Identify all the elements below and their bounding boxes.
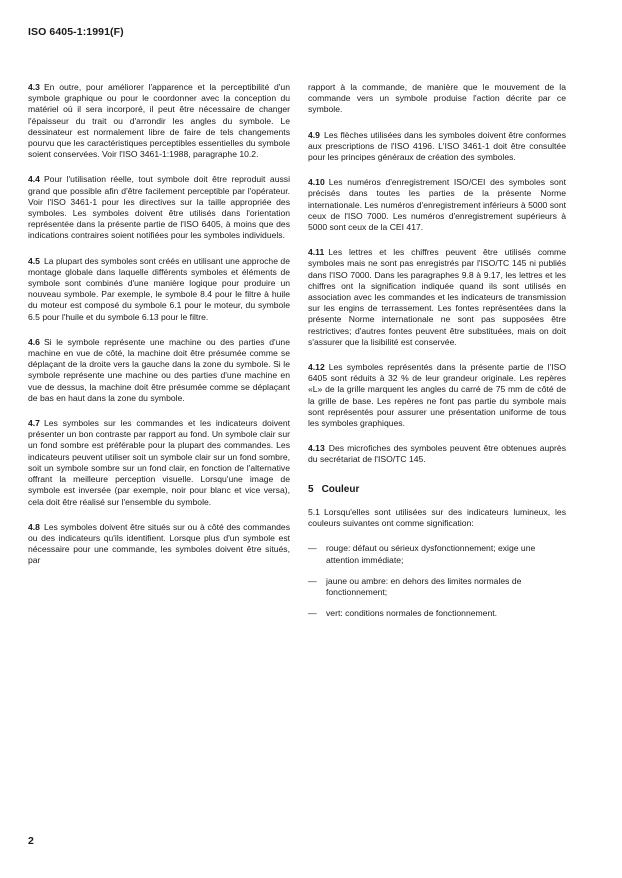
paragraph-number: 5.1 <box>308 506 320 517</box>
paragraph-4-9 <box>308 130 566 164</box>
paragraph-4-13 <box>308 443 566 465</box>
paragraph-text: Les lettres et les chiffres peuvent être utilisés comme symboles mais ne sont pas enregistrés par l'ISO/TC 145 ni publiés dans l'ISO 7000. Dans les paragraphes 9.8 à 9.17, les lettres et les chiffres ont la signification indiquée quand ils sont utilisés en association avec les commandes et les indicateurs de transmission sur les engins de terrassement. Les fontes représentées dans la présente Norme internationale ne sont pas supposées être restrictives; d'autres fontes peuvent être substituées, mais on doit s'assurer que la lisibilité est conservée. <box>308 247 566 347</box>
paragraph-text: En outre, pour améliorer l'apparence et la perceptibilité d'un symbole graphique ou pour le coordonner avec la conception du matériel où il sera incorporé, il peut être nécessaire de changer l'épaisseur du trait ou d'arrondir les angles du symbole. Le dessinateur est normalement libre de faire de tels changements pourvu que les caractéristiques perceptibles essentielles du symbole soient conservées. Voir l'ISO 3461-1:1988, paragraphe 10.2. <box>28 82 290 160</box>
list-item <box>308 543 566 565</box>
paragraph-4-12 <box>308 362 566 429</box>
paragraph-number: 4.4 <box>28 174 40 185</box>
paragraph-4-7 <box>28 418 290 508</box>
paragraph-number: 4.5 <box>28 255 40 266</box>
paragraph-number: 4.8 <box>28 521 40 532</box>
paragraph-4-3 <box>28 82 290 160</box>
paragraph-continuation: rapport à la commande, de manière que le mouvement de la commande vers un symbole produise l'action décrite par ce symbole. <box>308 82 566 115</box>
paragraph-text: Si le symbole représente une machine ou des parties d'une machine en vue de côté, la machine doit être présumée comme se déplaçant de la droite vers la gauche dans la zone du symbole. Si le symbole représente une machine ou des parties d'une machine en vue de dessus, la machine doit être présumée comme se déplaçant de bas en haut dans la zone du symbole. <box>28 336 290 403</box>
paragraph-number: 4.10 <box>308 177 325 188</box>
section-title: Couleur <box>321 483 360 495</box>
document-header: ISO 6405-1:1991(F) <box>28 26 124 38</box>
paragraph-number: 4.6 <box>28 336 40 347</box>
paragraph-number: 4.12 <box>308 362 325 373</box>
paragraph-text: Les symboles sur les commandes et les indicateurs doivent présenter un bon contraste par rapport au fond. Un symbole clair sur un fond sombre est préférable pour la plupart des commandes. Les indicateurs peuvent utiliser soit un symbole clair sur un fond sombre, soit un symbole sombre sur un fond clair, en fonction de l'alternative offrant la meilleure perception visuelle. Lorsqu'une image de symbole est inversée (par exemple, noir pour blanc et vice versa), cela doit être réalisé sur l'ensemble du symbole. <box>28 418 290 507</box>
list-item <box>308 608 566 619</box>
list-item-text: rouge: défaut ou sérieux dysfonctionnement; exige une attention immédiate; <box>326 543 536 565</box>
section-number: 5 <box>308 483 314 495</box>
left-column <box>28 82 290 581</box>
section-heading <box>308 484 566 495</box>
paragraph-text: Les symboles doivent être situés sur ou à côté des commandes ou des indicateurs qu'ils identifient. Lorsque plus d'un symbole est nécessaire pour une commande, les symboles doivent être situés, par <box>28 521 290 566</box>
right-column <box>308 82 566 629</box>
list-item-text: jaune ou ambre: en dehors des limites normales de fonctionnement; <box>326 575 522 597</box>
paragraph-text: Lorsqu'elles sont utilisées sur des indicateurs lumineux, les couleurs suivantes ont comme signification: <box>308 506 566 529</box>
paragraph-text: Les flèches utilisées dans les symboles doivent être conformes aux prescriptions de l'ISO 4196. L'ISO 3461-1 doit être consultée pour les principes généraux de création des symboles. <box>308 129 566 163</box>
paragraph-text: La plupart des symboles sont créés en utilisant une approche de montage globale dans laquelle différents symboles et éléments de symbole sont combinés d'une manière logique pour produire un nouveau symbole. Par exemple, le symbole 8.4 pour le filtre à huile du moteur est composé du symbole 6.1 pour le moteur, du symbole 6.5 pour l'huile et du symbole 6.13 pour le filtre. <box>28 255 290 322</box>
list-dash: — <box>308 543 317 554</box>
page-number: 2 <box>28 835 34 847</box>
paragraph-number: 4.13 <box>308 443 325 454</box>
paragraph-4-6 <box>28 337 290 404</box>
paragraph-text: Des microfiches des symboles peuvent être obtenues auprès du secrétariat de l'ISO/TC 145. <box>308 443 566 465</box>
paragraph-text: Pour l'utilisation réelle, tout symbole doit être reproduit aussi grand que possible afin d'être facilement perceptible par l'opérateur. Voir l'ISO 3461-1 pour les directives sur la taille appropriée des symboles. Les symboles doivent être utilisés dans l'orientation représentée dans la présente partie de l'ISO 6405, à moins que des indications contraires soient notifiées pour les symboles individuels. <box>28 174 290 241</box>
paragraph-5-1 <box>308 507 566 529</box>
paragraph-4-11 <box>308 247 566 348</box>
list-dash: — <box>308 575 317 586</box>
list-item-text: vert: conditions normales de fonctionnement. <box>326 608 498 619</box>
list-item <box>308 576 566 598</box>
list-dash: — <box>308 608 317 619</box>
paragraph-number: 4.11 <box>308 247 325 258</box>
paragraph-4-4 <box>28 174 290 241</box>
paragraph-4-10 <box>308 177 566 233</box>
paragraph-number: 4.7 <box>28 418 40 429</box>
paragraph-4-5 <box>28 256 290 323</box>
paragraph-number: 4.9 <box>308 129 320 140</box>
paragraph-text: Les symboles représentés dans la présente partie de l'ISO 6405 sont réduits à 32 % de leur grandeur originale. Les repères «L» de la grille marquent les angles du carré de 75 mm de côté de la grille de base. Les repères ne font pas partie du symbole mais sont représentés pour assurer une présentation uniforme de tous les symboles graphiques. <box>308 362 566 429</box>
paragraph-number: 4.3 <box>28 82 40 92</box>
paragraph-text: Les numéros d'enregistrement ISO/CEI des symboles sont précisés dans toutes les parties de la présente Norme internationale. Les numéros d'enregistrement inférieurs à 5000 sont ceux de l'ISO 7000. Les numéros d'enregistrement supérieurs à 5000 sont ceux de la CEI 417. <box>308 177 566 233</box>
paragraph-4-8 <box>28 522 290 567</box>
